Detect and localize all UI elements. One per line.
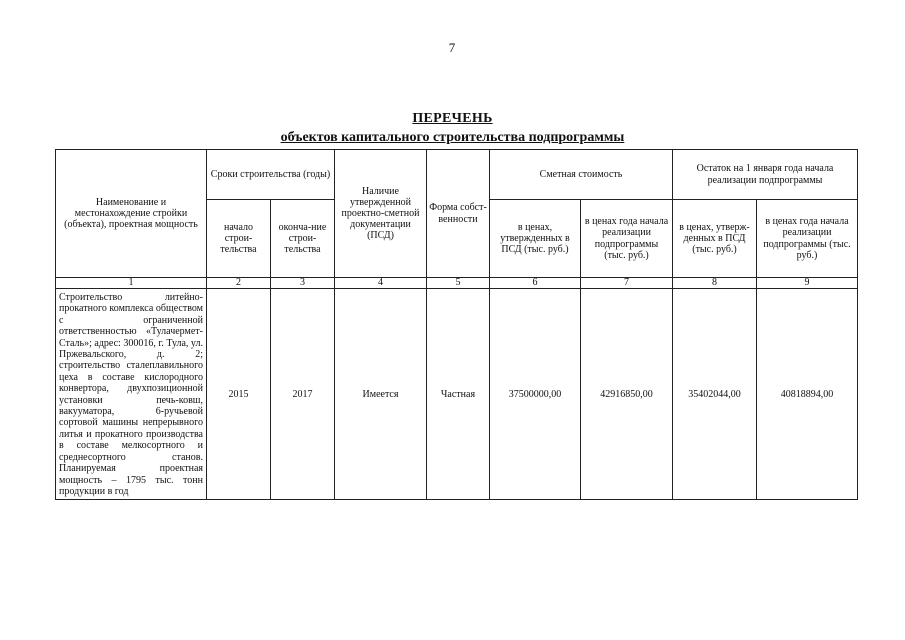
header-cost-psd: в ценах, утвержденных в ПСД (тыс. руб.) xyxy=(490,200,581,278)
header-ownership: Форма собст-венности xyxy=(427,150,490,278)
remainder-psd-value: 35402044,00 xyxy=(673,289,757,500)
table-row xyxy=(56,289,858,500)
document-title: ПЕРЕЧЕНЬ xyxy=(412,111,493,126)
column-number: 1 xyxy=(56,278,207,289)
remainder-start-value: 40818894,00 xyxy=(757,289,858,500)
header-psd: Наличие утвержденной проектно-сметной документации (ПСД) xyxy=(335,150,427,278)
column-number: 6 xyxy=(490,278,581,289)
header-estimated-cost: Сметная стоимость xyxy=(490,150,673,200)
psd-status: Имеется xyxy=(335,289,427,500)
start-year: 2015 xyxy=(207,289,271,500)
document-title-block xyxy=(200,111,705,146)
header-start: начало строи-тельства xyxy=(207,200,271,278)
header-name: Наименование и местонахождение стройки (объекта), проектная мощность xyxy=(56,150,207,278)
column-number: 9 xyxy=(757,278,858,289)
header-rem-psd: в ценах, утверж-денных в ПСД (тыс. руб.) xyxy=(673,200,757,278)
column-number: 5 xyxy=(427,278,490,289)
header-cost-start: в ценах года начала реализации подпрограммы (тыс. руб.) xyxy=(581,200,673,278)
header-rem-start: в ценах года начала реализации подпрограммы (тыс. руб.) xyxy=(757,200,858,278)
column-number: 4 xyxy=(335,278,427,289)
header-remainder: Остаток на 1 января года начала реализации подпрограммы xyxy=(673,150,858,200)
column-numbers-row xyxy=(56,278,858,289)
document-subtitle: объектов капитального строительства подпрограммы xyxy=(280,130,625,145)
column-number: 3 xyxy=(271,278,335,289)
column-number: 2 xyxy=(207,278,271,289)
column-number: 7 xyxy=(581,278,673,289)
header-terms: Сроки строительства (годы) xyxy=(207,150,335,200)
capital-construction-table xyxy=(55,149,858,500)
cost-start-value: 42916850,00 xyxy=(581,289,673,500)
page-number: 7 xyxy=(448,40,456,55)
header-end: оконча-ние строи-тельства xyxy=(271,200,335,278)
ownership-form: Частная xyxy=(427,289,490,500)
column-number: 8 xyxy=(673,278,757,289)
cost-psd-value: 37500000,00 xyxy=(490,289,581,500)
end-year: 2017 xyxy=(271,289,335,500)
object-description: Строительство литейно-прокатного комплекса обществом с ограниченной ответственностью «Тулачермет-Сталь»; адрес: 300016, г. Тула, ул. Пржевальского, д. 2; строительство сталеплавильного цеха в составе кислородного конвертора, двухпозиционной установки печь-ковш, вакууматора, 6-ручьевой сортовой машины непрерывного литья и прокатного производства в составе мелкосортного и среднесортного станов. Планируемая проектная мощность – 1795 тыс. тонн продукции в год xyxy=(56,289,207,500)
